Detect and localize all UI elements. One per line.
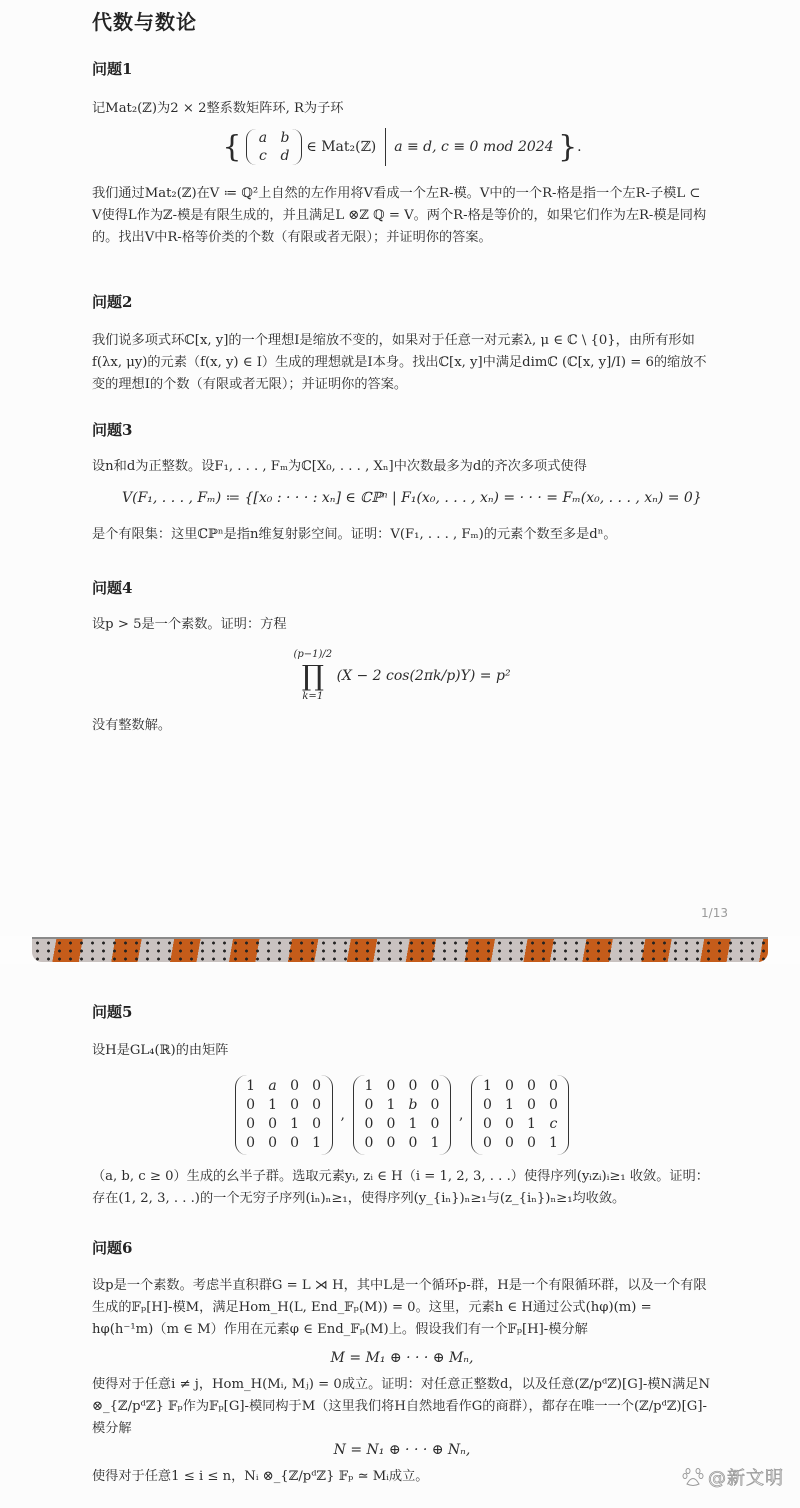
- product-expression: (X − 2 cos(2πk/p)Y) = p²: [336, 668, 511, 684]
- matrix-generator-c: 1 0 0 0 0 1 0 0 0 0 1 c 0 0 0 1: [471, 1075, 569, 1155]
- page-indicator: 1/13: [701, 906, 728, 920]
- product-operator: (p−1)/2 ∏ k=1: [293, 649, 333, 702]
- problem-4-intro: 设p > 5是一个素数。证明：方程: [92, 617, 287, 632]
- right-brace: }: [558, 129, 578, 165]
- problem-1-display-formula: { a b c d ∈ Mat₂(ℤ) a ≡ d, c ≡ 0 mod 2024 }.: [222, 129, 582, 165]
- problem-3-display-formula: V(F₁, . . . , Fₘ) ≔ {[x₀ : · · · : xₙ] ∈ ℂℙⁿ | F₁(x₀, . . . , xₙ) = · · · = Fₘ(x₀, . . . , xₙ) = 0}: [122, 490, 702, 506]
- problem-1-body: 我们通过Mat₂(ℤ)在V ≔ ℚ²上自然的左作用将V看成一个左R-模。V中的一个R-格是指一个左R-子模L ⊂ V使得L作为ℤ-模是有限生成的，并且满足L ⊗ℤ ℚ = V。两个R-格是等价的，如果它们作为左R-模是同构的。找出V中R-格等价类的个数（有限或者无限）；并证明你的答案。: [92, 186, 707, 245]
- problem-6-display-1: M = M₁ ⊕ · · · ⊕ Mₙ,: [330, 1350, 474, 1366]
- set-membership: ∈ Mat₂(ℤ): [306, 139, 377, 155]
- problem-5-heading: 问题5: [92, 1003, 133, 1021]
- matrix-2x2: a b c d: [246, 129, 302, 165]
- problem-5-intro: 设H是GL₄(ℝ)的由矩阵: [92, 1043, 229, 1058]
- problem-6-display-2: N = N₁ ⊕ · · · ⊕ Nₙ,: [333, 1442, 471, 1458]
- document-title: 代数与数论: [92, 10, 197, 34]
- problem-1-heading: 问题1: [92, 60, 133, 78]
- problem-6-middle: 使得对于任意i ≠ j，Hom_H(Mᵢ, Mⱼ) = 0成立。证明：对任意正整数d，以及任意(ℤ/pᵈℤ)[G]-模N满足N ⊗_{ℤ/pᵈℤ} 𝔽ₚ作为𝔽ₚ[G]-模同构于M（这里我们将H自然地看作G的商群），都存在唯一一个(ℤ/pᵈℤ)[G]-模分解: [92, 1377, 710, 1436]
- problem-1-intro: 记Mat₂(ℤ)为2 × 2整系数矩阵环, R为子环: [92, 101, 344, 116]
- problem-4-heading: 问题4: [92, 579, 133, 597]
- problem-4-body: 没有整数解。: [92, 718, 172, 733]
- problem-6-heading: 问题6: [92, 1239, 133, 1257]
- problem-5-body: （a, b, c ≥ 0）生成的幺半子群。选取元素yᵢ, zᵢ ∈ H（i = 1, 2, 3, . . .）使得序列(yᵢzᵢ)ᵢ≥₁ 收敛。证明：存在(1, 2, 3, . . .)的一个无穷子序列(iₙ)ₙ≥₁，使得序列(y_{iₙ})ₙ≥₁与(z_{iₙ})ₙ≥₁均收敛。: [92, 1169, 709, 1206]
- matrix-generator-b: 1 0 0 0 0 1 b 0 0 0 1 0 0 0 0 1: [353, 1075, 451, 1155]
- problem-3-body: 是个有限集：这里ℂℙⁿ是指n维复射影空间。证明：V(F₁, . . . , Fₘ)的元素个数至多是dⁿ。: [92, 527, 617, 542]
- problem-5-matrices: 1 a 0 0 0 1 0 0 0 0 1 0 0 0 0 1 , 1 0 0 0 0 1 b 0 0 0 1 0 0 0 0 1 , 1 0 0 0 0 1 0 0 0 0 1 c 0 0 0 1: [92, 1075, 712, 1155]
- problem-2-heading: 问题2: [92, 293, 133, 311]
- such-that-bar: [385, 128, 386, 166]
- problem-2-body: 我们说多项式环ℂ[x, y]的一个理想I是缩放不变的，如果对于任意一对元素λ, μ ∈ ℂ \ {0}，由所有形如f(λx, μy)的元素（f(x, y) ∈ I）生成的理想就是I本身。找出ℂ[x, y]中满足dimℂ (ℂ[x, y]/I) = 6的缩放不变的理想I的个数（有限或者无限）；并证明你的答案。: [92, 333, 707, 392]
- problem-4-display-formula: [92, 648, 712, 704]
- product-symbol: ∏: [301, 659, 324, 692]
- problem-6-body: 使得对于任意1 ≤ i ≤ n，Nᵢ ⊗_{ℤ/pᵈℤ} 𝔽ₚ ≃ Mᵢ成立。: [92, 1469, 429, 1484]
- problem-3-intro: 设n和d为正整数。设F₁, . . . , Fₘ为ℂ[X₀, . . . , Xₙ]中次数最多为d的齐次多项式使得: [92, 459, 587, 474]
- page-divider-strip: [32, 937, 768, 962]
- baidu-paw-icon: [682, 1466, 704, 1488]
- watermark-text: @新文明: [708, 1468, 784, 1489]
- problem-6-intro: 设p是一个素数。考虑半直积群G = L ⋊ H，其中L是一个循环p-群，H是一个有限循环群，以及一个有限生成的𝔽ₚ[H]-模M，满足Hom_H(L, End_𝔽ₚ(M)) = 0。这里，元素h ∈ H通过公式(hφ)(m) = hφ(h⁻¹m)（m ∈ M）作用在元素φ ∈ End_𝔽ₚ(M)上。假设我们有一个𝔽ₚ[H]-模分解: [92, 1278, 707, 1337]
- problem-3-heading: 问题3: [92, 421, 133, 439]
- left-brace: {: [222, 129, 242, 165]
- watermark: [682, 1464, 784, 1490]
- matrix-generator-a: 1 a 0 0 0 1 0 0 0 0 1 0 0 0 0 1: [235, 1075, 333, 1155]
- set-condition: a ≡ d, c ≡ 0 mod 2024: [394, 139, 554, 155]
